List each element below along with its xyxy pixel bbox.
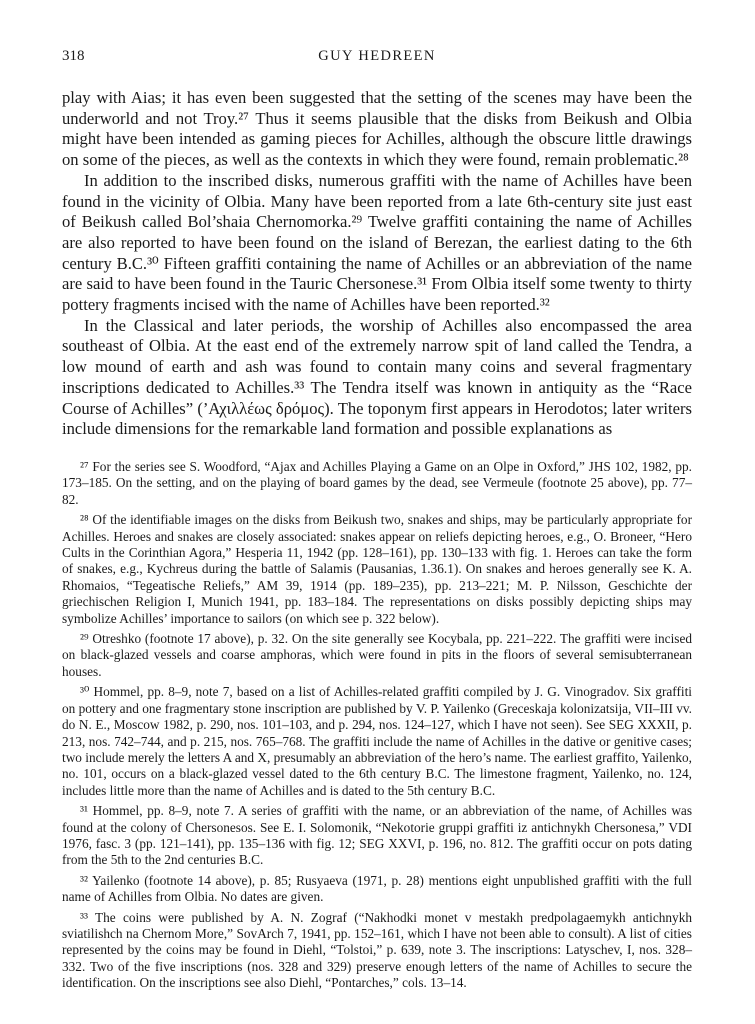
- body-paragraph: In the Classical and later periods, the worship of Achilles also encompassed the area southeast of Olbia. At the east end of the extremely narrow spit of land called the Tendra, a low mound of earth and ash was found to contain many coins and several fragmentary inscriptions dedicated to Achilles.³³ The Tendra itself was known in antiquity as the “Race Course of Achilles” (’Αχιλλέως δρόμος). The toponym first appears in Herodotos; later writers include dimensions for the remarkable land formation and possible explanations as: [62, 315, 692, 439]
- footnote-29: ²⁹ Otreshko (footnote 17 above), p. 32. On the site generally see Kocybala, pp. 221–222. The graffiti were incised on black-glazed vessels and coarse amphoras, which were found in pits in the floors of several semisubterranean houses.: [62, 631, 692, 679]
- body-paragraph: play with Aias; it has even been suggested that the setting of the scenes may have been the underworld and not Troy.²⁷ Thus it seems plausible that the disks from Beikush and Olbia might have been intended as gaming pieces for Achilles, although the obscure little drawings on some of the pieces, as well as the contexts in which they were found, remain problematic.²⁸: [62, 88, 692, 170]
- footnote-27: ²⁷ For the series see S. Woodford, “Ajax and Achilles Playing a Game on an Olpe in Oxford,” JHS 102, 1982, pp. 173–185. On the setting, and on the playing of board games by the dead, see Vermeule (footnote 25 above), pp. 77–82.: [62, 459, 692, 507]
- footnote-30: ³⁰ Hommel, pp. 8–9, note 7, based on a list of Achilles-related graffiti compiled by J. G. Vinogradov. Six graffiti on pottery and one fragmentary stone inscription are published by V. P. Yailenko (Greceskaja kolonizatsija, VII–III vv. do N. E., Moscow 1982, p. 290, nos. 101–103, and p. 294, nos. 124–127, which I have not seen). See SEG XXXII, p. 213, nos. 742–744, and p. 215, nos. 765–768. The graffiti include the name of Achilles in the dative or genitive cases; two include merely the letters A and X, presumably an abbreviation of the hero’s name. The earliest graffito, Yailenko, no. 101, occurs on a black-glazed vessel dated to the 6th century B.C. The limestone fragment, Yailenko, no. 124, includes little more than the name of Achilles and is dated to the 5th century B.C.: [62, 684, 692, 798]
- main-text: [62, 88, 692, 440]
- footnote-31: ³¹ Hommel, pp. 8–9, note 7. A series of graffiti with the name, or an abbreviation of the name, of Achilles was found at the colony of Chersonesos. See E. I. Solomonik, “Nekotorie gruppi graffiti iz antichnykh Chersonesa,” VDI 1976, fasc. 3 (pp. 121–141), pp. 135–136 with fig. 12; SEG XXVI, p. 196, no. 812. The graffiti occur on pots dating from the 5th to the 2nd centuries B.C.: [62, 803, 692, 868]
- footnote-33: ³³ The coins were published by A. N. Zograf (“Nakhodki monet v mestakh predpolagaemykh antichnykh sviatilishch na Chernom More,” SovArch 7, 1941, pp. 152–161, which I have not been able to consult). A list of cities represented by the coins may be found in Diehl, “Tolstoi,” p. 639, note 3. The inscriptions: Latyschev, I, nos. 328–332. Two of the five inscriptions (nos. 328 and 329) preserve enough letters of the name of Achilles to secure the identification. On the inscriptions see also Diehl, “Pontarches,” cols. 13–14.: [62, 909, 692, 991]
- footnote-32: ³² Yailenko (footnote 14 above), p. 85; Rusyaeva (1971, p. 28) mentions eight unpublished graffiti with the full name of Achilles from Olbia. No dates are given.: [62, 872, 692, 905]
- page-number: 318: [62, 48, 85, 64]
- page-header: [62, 48, 692, 66]
- body-paragraph: In addition to the inscribed disks, numerous graffiti with the name of Achilles have been found in the vicinity of Olbia. Many have been reported from a late 6th-century site just east of Beikush called Bol’shaia Chernomorka.²⁹ Twelve graffiti containing the name of Achilles are also reported to have been found on the island of Berezan, the earliest dating to the 6th century B.C.³⁰ Fifteen graffiti containing the name of Achilles or an abbreviation of the name are said to have been found in the Tauric Chersonese.³¹ From Olbia itself some twenty to thirty pottery fragments incised with the name of Achilles have been reported.³²: [62, 170, 692, 315]
- running-head: GUY HEDREEN: [318, 48, 436, 64]
- footnotes: [62, 459, 692, 996]
- footnote-28: ²⁸ Of the identifiable images on the disks from Beikush two, snakes and ships, may be particularly appropriate for Achilles. Heroes and snakes are closely associated: snakes appear on reliefs depicting heroes, e.g., O. Broneer, “Hero Cults in the Corinthian Agora,” Hesperia 11, 1942 (pp. 128–161), pp. 130–133 with fig. 1. Heroes can take the form of snakes, e.g., Kychreus during the battle of Salamis (Pausanias, 1.36.1). On snakes and heroes generally see K. A. Rhomaios, “Tegeatische Reliefs,” AM 39, 1914 (pp. 189–235), pp. 213–221; M. P. Nilsson, Geschichte der griechischen Religion I, Munich 1941, pp. 183–184. The representations on disks possibly depicting ships may symbolize Achilles’ importance to sailors (on which see p. 322 below).: [62, 512, 692, 626]
